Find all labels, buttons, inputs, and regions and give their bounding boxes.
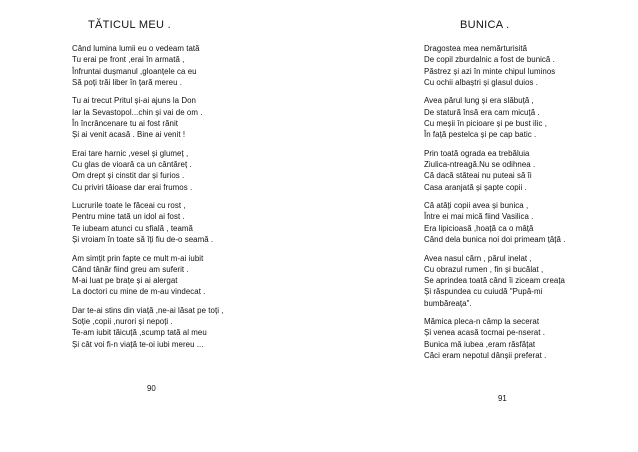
verse-line: Tu erai pe front ,erai în armată ,	[72, 55, 185, 65]
verse-line: Am simțit prin fapte ce mult m-ai iubit	[72, 253, 204, 263]
verse-line: Și venea acasă tocmai pe-nserat .	[424, 328, 545, 338]
stanza	[72, 305, 224, 350]
verse-line: Iar la Sevastopol...chin și vai de om .	[72, 107, 203, 117]
verse-line: Că dacă stăteai nu puteai să îi	[424, 171, 532, 181]
verse-line: Dragostea mea nemărturisită	[424, 44, 528, 53]
verse-line: bumbăreața".	[424, 298, 472, 308]
verse-line: Căci eram nepotul dânșii preferat .	[424, 351, 547, 361]
verse-line: Și vroiam în toate să îți fiu de-o seamă .	[72, 235, 214, 245]
stanza	[424, 43, 565, 88]
verse-line: Te iubeam atunci cu sfială , teamă	[72, 223, 193, 233]
verse-line: Cu ochii albaștri și glasul duios .	[424, 77, 539, 87]
verse-line: Că atâți copii avea și bunica ,	[424, 201, 529, 211]
verse-line: De statură însă era cam micuță .	[424, 107, 540, 117]
verse-line: Erai tare harnic ,vesel și glumeț ,	[72, 148, 189, 158]
page-number: 90	[147, 384, 156, 393]
verse-line: Se aprindea toată când îi ziceam creața	[424, 276, 565, 286]
verse-line: Cu meșii în picioare și pe bust ilic ,	[424, 118, 547, 128]
stanza	[72, 95, 224, 140]
verse-line: Bunica mă iubea ,eram răsfățat	[424, 339, 536, 349]
verse-line: Mămica pleca-n câmp la secerat	[424, 317, 540, 327]
verse-line: La doctori cu mine de m-au vindecat .	[72, 287, 206, 297]
verse-line: Casa aranjată și șapte copii .	[424, 182, 527, 192]
verse-line: În față pestelca și pe cap batic .	[424, 130, 537, 140]
verse-line: Cu priviri tăioase dar erai frumos .	[72, 182, 193, 192]
verse-line: Și răspundea cu cuiudă "Pupă-mi	[424, 287, 543, 297]
verse-line: Ziulica-ntreagă.Nu se odihnea .	[424, 160, 536, 170]
verse-line: Om drept și cinstit dar și furios .	[72, 171, 185, 181]
verse-line: Înfruntai dușmanul ,gloanțele ca eu	[72, 66, 197, 76]
stanza	[424, 253, 565, 309]
poem-body	[424, 43, 565, 369]
verse-line: Cu glas de vioară ca un cântăreț .	[72, 160, 192, 170]
verse-line: M-ai luat pe brațe și ai alergat	[72, 276, 178, 286]
verse-line: De copil zburdalnic a fost de bunică .	[424, 55, 555, 65]
verse-line: Avea părul lung și era slăbuță ,	[424, 96, 534, 106]
poem-title: TĂTICUL MEU .	[88, 19, 171, 31]
verse-line: Te-am iubit tăicuță ,scump tată al meu	[72, 328, 207, 338]
stanza	[72, 43, 224, 88]
verse-line: Când tânăr fiind greu am suferit .	[72, 264, 189, 274]
stanza	[424, 95, 565, 140]
verse-line: Lucrurile toate le făceai cu rost ,	[72, 201, 186, 211]
verse-line: Pentru mine tată un idol ai fost .	[72, 212, 185, 222]
verse-line: Dar te-ai stins din viață ,ne-ai lăsat pe toți ,	[72, 305, 224, 315]
verse-line: Era lipicioasă ,hoață ca o mâță	[424, 223, 534, 233]
verse-line: Să poți trăi liber în țară mereu .	[72, 77, 183, 87]
stanza	[72, 200, 224, 245]
stanza	[424, 316, 565, 361]
verse-line: Păstrez și azi în minte chipul luminos	[424, 66, 556, 76]
verse-line: Și cât voi fi-n viață te-oi iubi mereu ...	[72, 339, 204, 349]
verse-line: Soție ,copii ,nurori și nepoți .	[72, 317, 173, 327]
verse-line: Și ai venit acasă . Bine ai venit !	[72, 130, 186, 140]
stanza	[424, 148, 565, 193]
verse-line: Când dela bunica noi doi primeam țâță .	[424, 235, 566, 245]
verse-line: Între ei mai mică fiind Vasilica .	[424, 212, 534, 222]
poem-title: BUNICA .	[460, 19, 510, 31]
verse-line: Cu obrazul rumen , fin și bucălat ,	[424, 264, 544, 274]
verse-line: Când lumina lumii eu o vedeam tată	[72, 44, 200, 53]
verse-line: În încrâncenare tu ai fost rănit	[72, 118, 178, 128]
stanza	[72, 148, 224, 193]
verse-line: Avea nasul cârn , părul inelat ,	[424, 253, 532, 263]
stanza	[424, 200, 565, 245]
stanza	[72, 253, 224, 298]
page-number: 91	[498, 394, 507, 403]
poem-body	[72, 43, 224, 357]
verse-line: Prin toată ograda ea trebăluia	[424, 148, 530, 158]
verse-line: Tu ai trecut Pritul și-ai ajuns la Don	[72, 96, 196, 106]
